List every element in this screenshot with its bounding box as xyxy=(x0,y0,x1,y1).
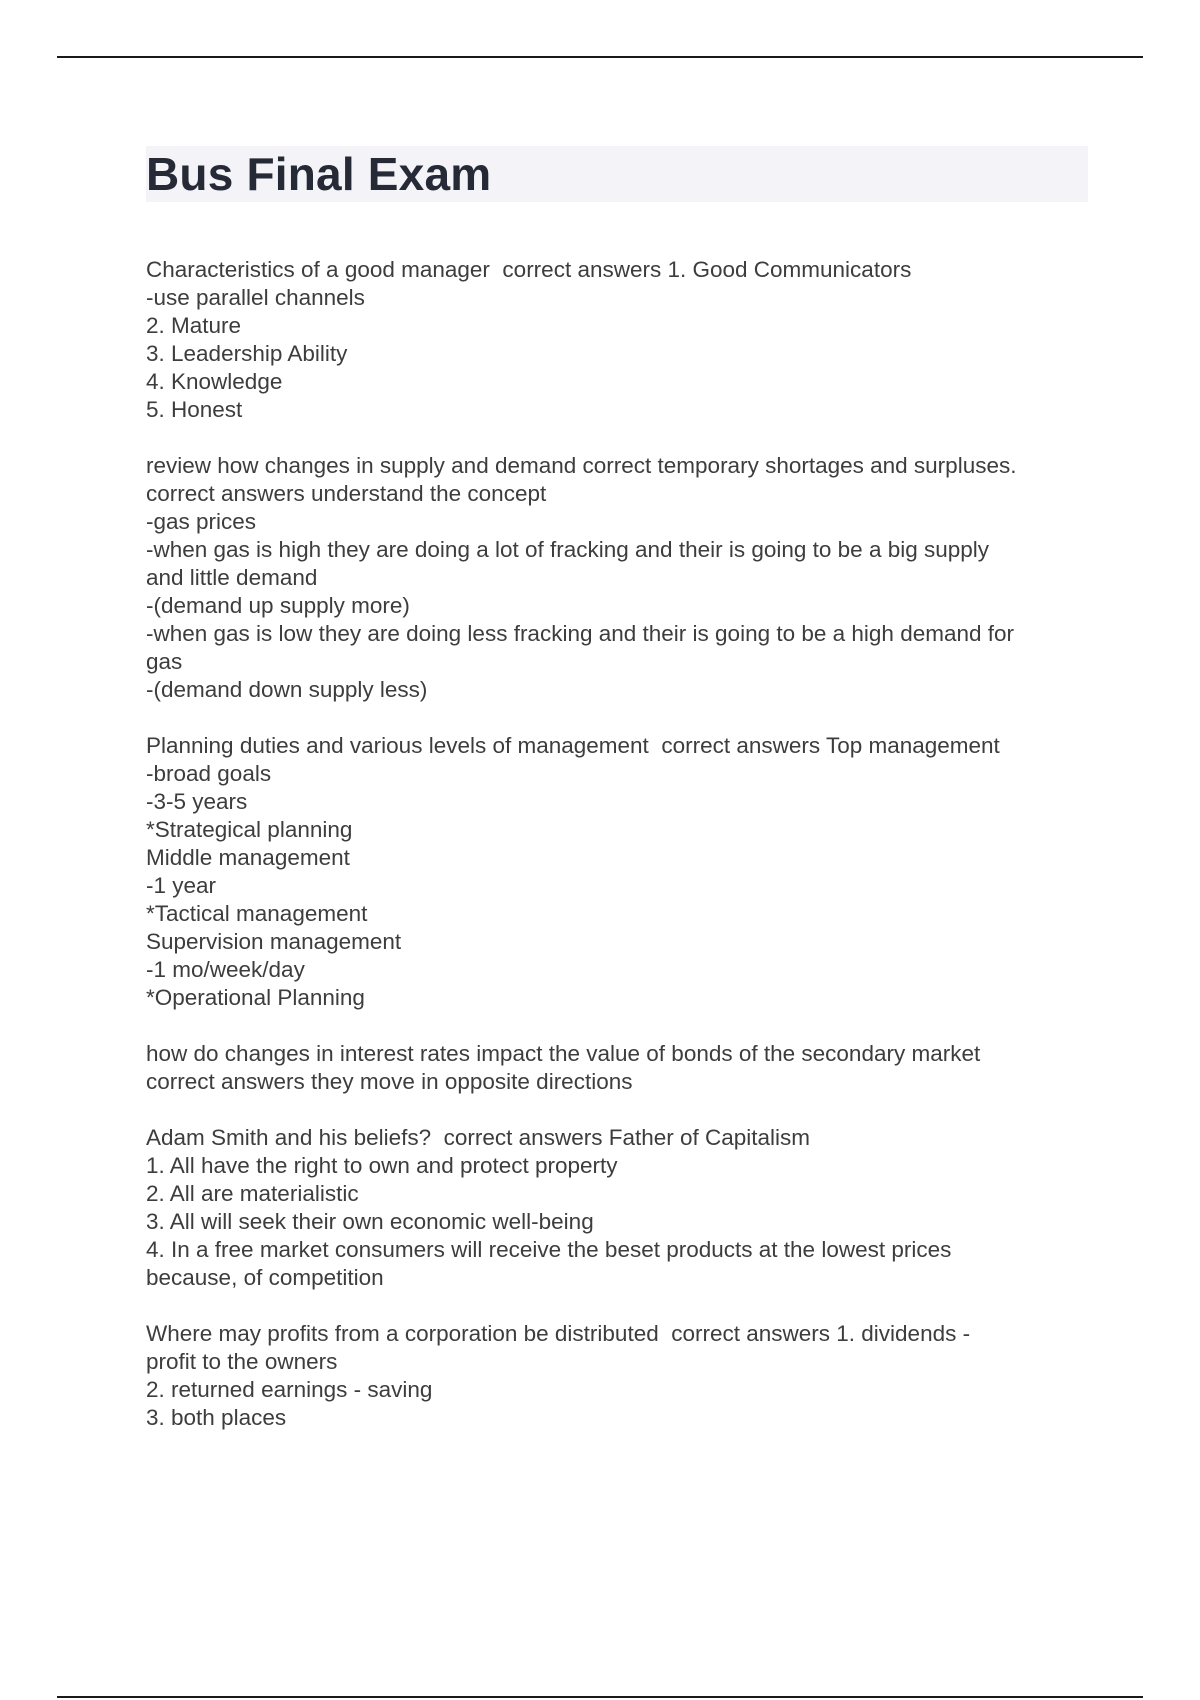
flashcard-line: Supervision management xyxy=(146,929,402,954)
flashcard-line: -broad goals xyxy=(146,761,272,786)
flashcard-line: profit to the owners xyxy=(146,1349,338,1374)
flashcard-line: *Strategical planning xyxy=(146,817,353,842)
flashcard-line: 4. Knowledge xyxy=(146,369,283,394)
flashcard-line: -(demand up supply more) xyxy=(146,593,410,618)
flashcard-line: gas xyxy=(146,649,183,674)
flashcard-line: *Operational Planning xyxy=(146,985,365,1010)
flashcard-line: because, of competition xyxy=(146,1265,384,1290)
flashcard-line: -use parallel channels xyxy=(146,285,365,310)
flashcard-line: 4. In a free market consumers will receive the beset products at the lowest prices xyxy=(146,1237,952,1262)
flashcard-line: -(demand down supply less) xyxy=(146,677,428,702)
flashcard-line: -3-5 years xyxy=(146,789,248,814)
top-divider xyxy=(57,56,1143,58)
flashcard-line: correct answers understand the concept xyxy=(146,481,547,506)
flashcard-line: *Tactical management xyxy=(146,901,368,926)
flashcard-line: -1 mo/week/day xyxy=(146,957,305,982)
flashcard-line: correct answers they move in opposite directions xyxy=(146,1069,633,1094)
flashcard-line: 3. Leadership Ability xyxy=(146,341,348,366)
flashcard-line: -gas prices xyxy=(146,509,257,534)
flashcard-line: -1 year xyxy=(146,873,217,898)
flashcard-block xyxy=(146,1040,1096,1096)
document-body xyxy=(146,256,1096,1460)
flashcard-line: 5. Honest xyxy=(146,397,243,422)
flashcard-line: 3. All will seek their own economic well-being xyxy=(146,1209,594,1234)
flashcard-line: 2. All are materialistic xyxy=(146,1181,359,1206)
flashcard-block xyxy=(146,1124,1096,1292)
flashcard-line: Adam Smith and his beliefs? correct answers Father of Capitalism xyxy=(146,1125,811,1150)
flashcard-line: -when gas is low they are doing less fracking and their is going to be a high demand for xyxy=(146,621,1015,646)
flashcard-block xyxy=(146,452,1096,704)
bottom-divider xyxy=(57,1696,1143,1698)
document-title: Bus Final Exam xyxy=(146,148,492,200)
flashcard-line: review how changes in supply and demand correct temporary shortages and surpluses. xyxy=(146,453,1017,478)
flashcard-line: Planning duties and various levels of management correct answers Top management xyxy=(146,733,1000,758)
flashcard-line: 2. returned earnings - saving xyxy=(146,1377,433,1402)
flashcard-block xyxy=(146,732,1096,1012)
flashcard-line: 1. All have the right to own and protect property xyxy=(146,1153,618,1178)
flashcard-block xyxy=(146,1320,1096,1432)
flashcard-line: how do changes in interest rates impact the value of bonds of the secondary market xyxy=(146,1041,981,1066)
flashcard-line: Characteristics of a good manager correct answers 1. Good Communicators xyxy=(146,257,912,282)
flashcard-block xyxy=(146,256,1096,424)
flashcard-line: and little demand xyxy=(146,565,318,590)
flashcard-line: 3. both places xyxy=(146,1405,287,1430)
flashcard-line: 2. Mature xyxy=(146,313,242,338)
flashcard-line: -when gas is high they are doing a lot of fracking and their is going to be a big supply xyxy=(146,537,990,562)
flashcard-line: Where may profits from a corporation be distributed correct answers 1. dividends - xyxy=(146,1321,971,1346)
flashcard-line: Middle management xyxy=(146,845,350,870)
